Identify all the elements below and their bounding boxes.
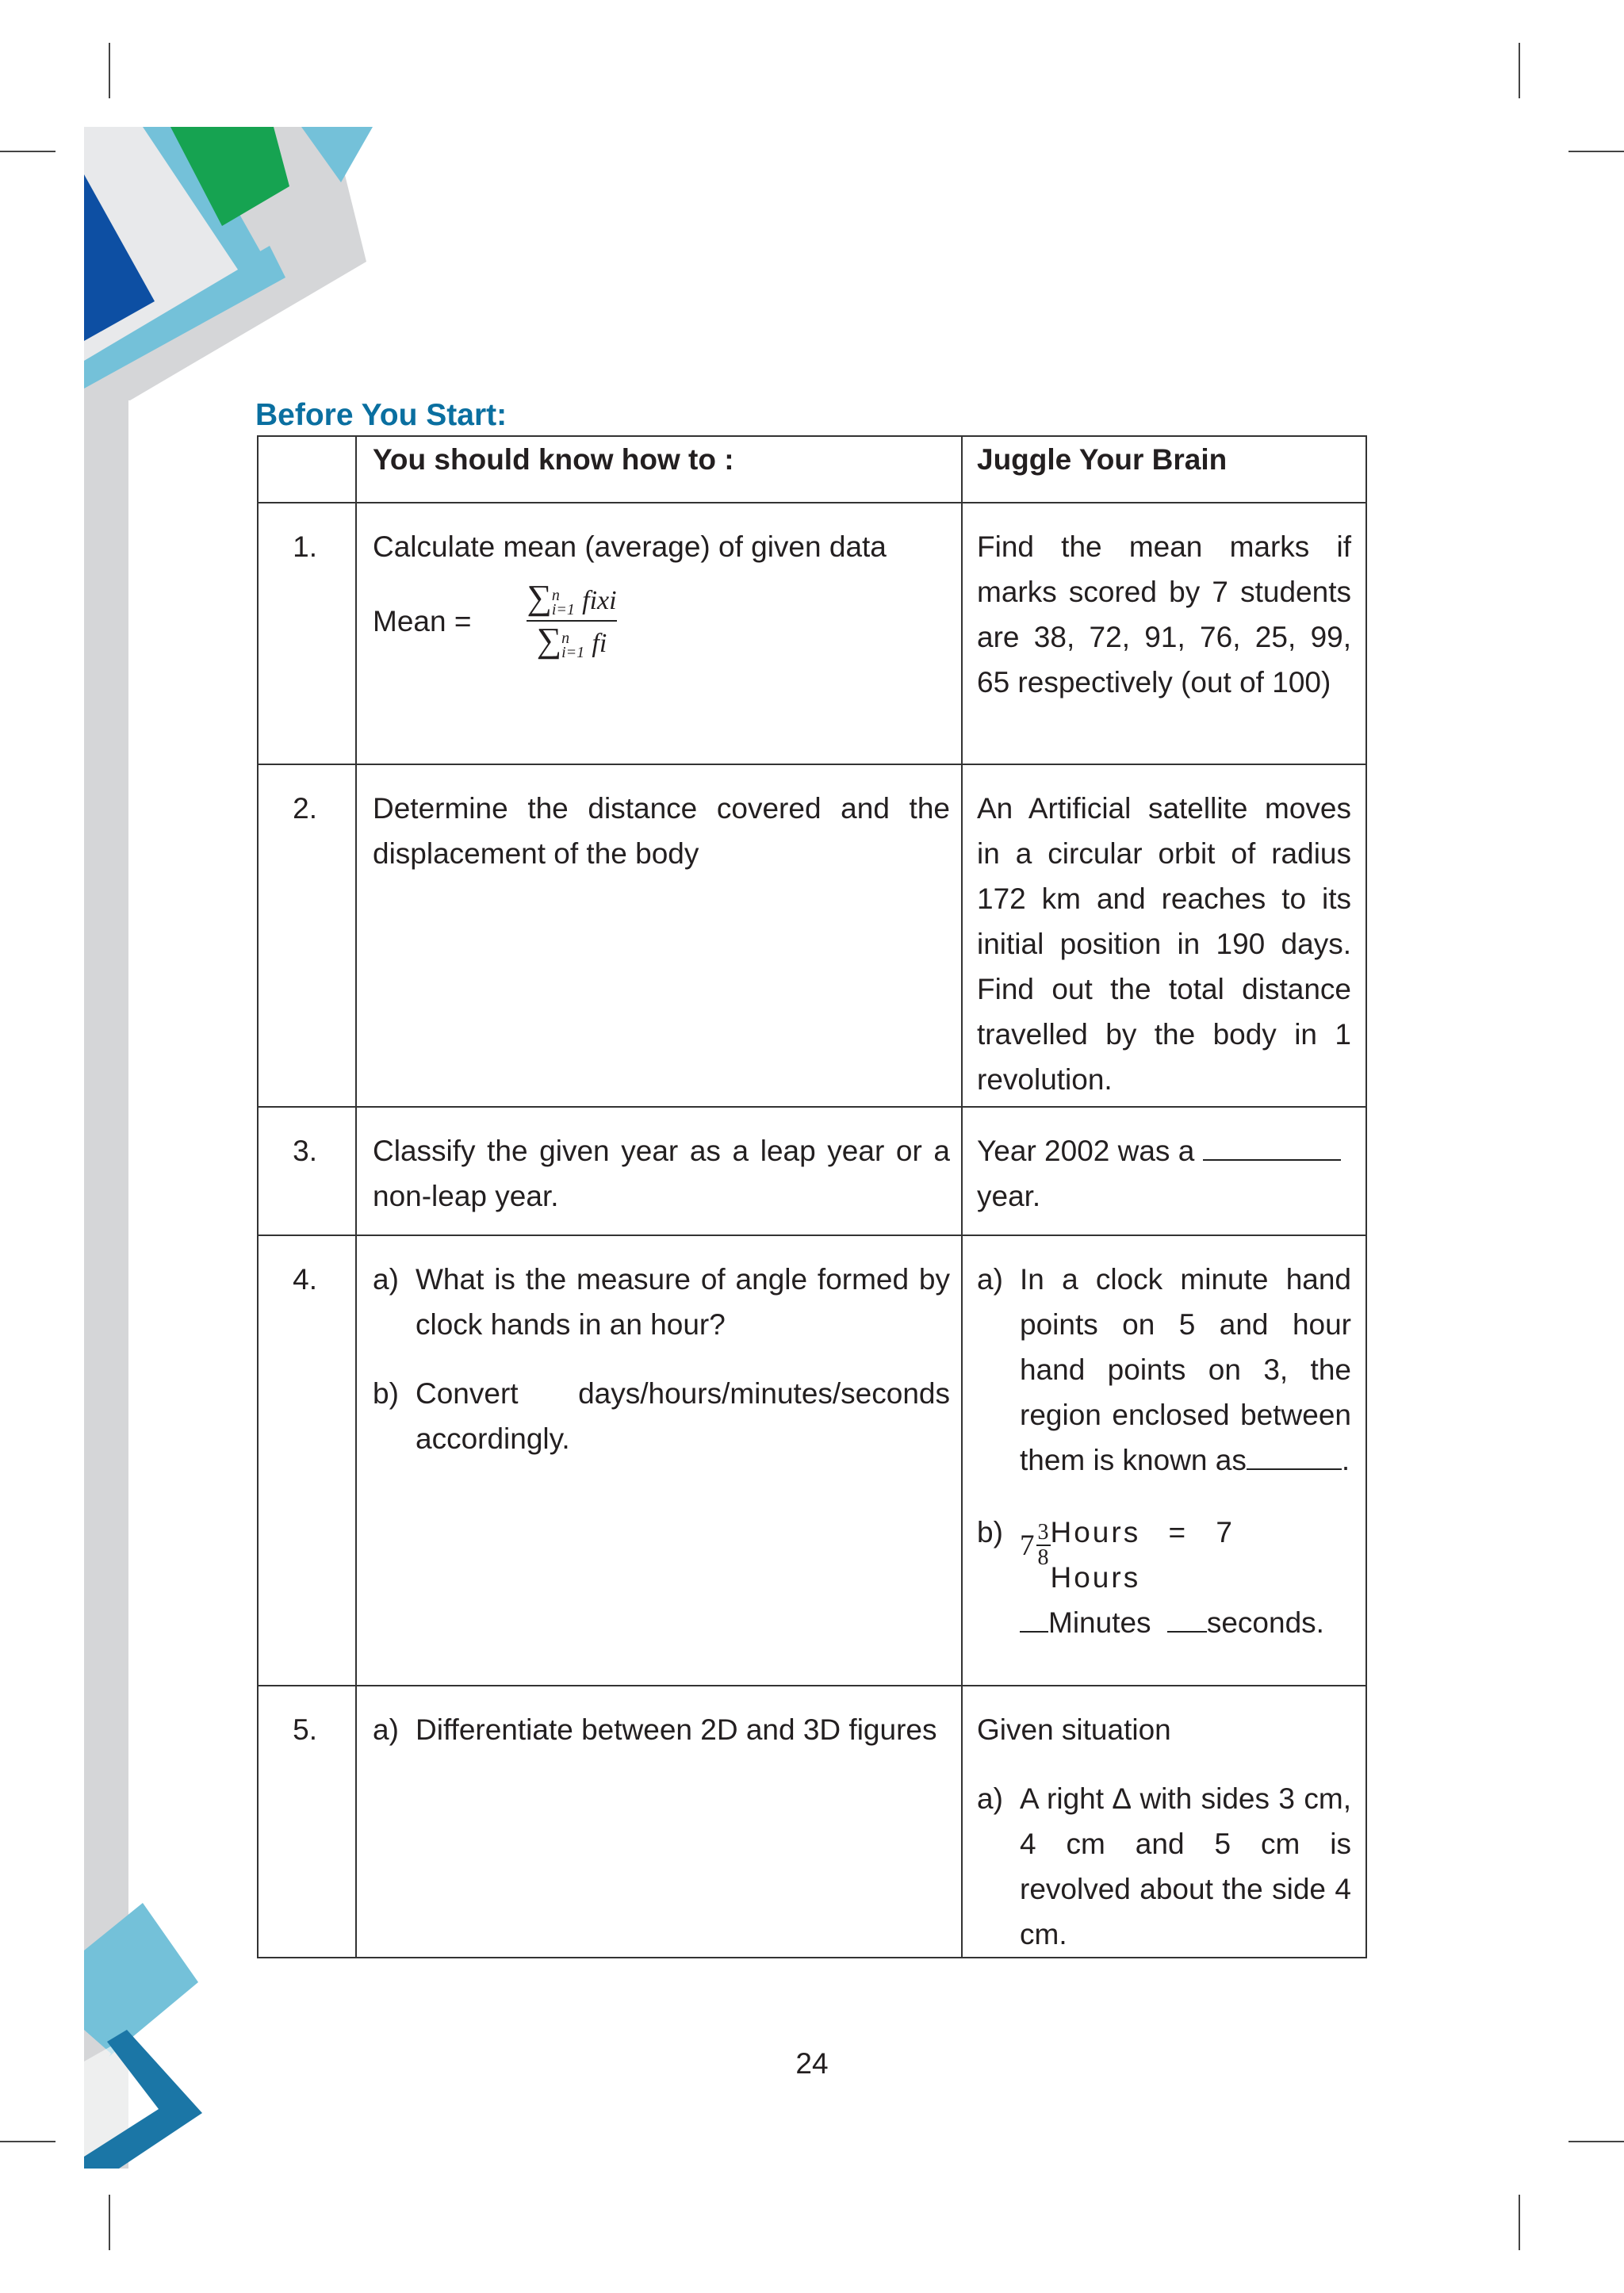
numerator [527, 580, 616, 618]
header-know-cell: You should know how to : [356, 436, 962, 503]
sub-label: b) [373, 1377, 399, 1410]
hours-text: Hours = 7 Hours [1050, 1516, 1235, 1594]
fraction [527, 580, 617, 661]
juggle-cell: Find the mean marks if marks scored by 7 students are 38, 72, 91, 76, 25, 99, 65 respectively (out of 100) [962, 503, 1366, 764]
header-juggle-cell: Juggle Your Brain [962, 436, 1366, 503]
lower-limit: i=1 [561, 643, 585, 661]
know-cell [356, 1235, 962, 1686]
minutes-text: Minutes [1048, 1606, 1151, 1639]
juggle-cell [962, 1107, 1366, 1235]
table-header-row [258, 436, 1366, 503]
sub-text [1020, 1257, 1351, 1483]
sub-label: a) [977, 1263, 1003, 1296]
sub-text-body: In a clock minute hand points on 5 and hour hand points on 3, the region enclosed between them is known as [1020, 1263, 1351, 1476]
fraction-numerator: 3 [1037, 1520, 1049, 1545]
fraction-denominator: 8 [1037, 1545, 1049, 1570]
mean-formula [373, 580, 950, 661]
know-text: Calculate mean (average) of given data [373, 530, 887, 563]
row-number: 4. [258, 1235, 356, 1686]
sub-text: Differentiate between 2D and 3D figures [416, 1713, 937, 1746]
sub-item [373, 1707, 950, 1752]
denominator-term: fi [592, 629, 607, 658]
answer-blank [1203, 1158, 1341, 1161]
sub-item [977, 1491, 1351, 1645]
sub-label: b) [977, 1516, 1003, 1548]
know-cell [356, 503, 962, 764]
sub-label: a) [977, 1782, 1003, 1815]
row-number: 3. [258, 1107, 356, 1235]
answer-blank [1167, 1630, 1207, 1633]
sub-label: a) [373, 1713, 399, 1746]
sub-item [977, 1776, 1351, 1957]
page-number: 24 [795, 2047, 829, 2080]
juggle-text: Year 2002 was a [977, 1135, 1195, 1167]
header-num-cell [258, 436, 356, 503]
juggle-text-end: year. [977, 1180, 1041, 1212]
juggle-cell [962, 1235, 1366, 1686]
table-row [258, 1107, 1366, 1235]
table-row [258, 1235, 1366, 1686]
upper-limit: n [561, 629, 570, 647]
table-row [258, 764, 1366, 1107]
sigma-symbol: ∑ [536, 621, 562, 660]
whole-number: 7 [1020, 1529, 1035, 1562]
upper-limit: n [551, 586, 560, 604]
denominator [537, 623, 607, 661]
table-row [258, 503, 1366, 764]
sub-text: A right ∆ with sides 3 cm, 4 cm and 5 cm is revolved about the side 4 cm. [1020, 1782, 1351, 1950]
row-number: 2. [258, 764, 356, 1107]
row-number: 1. [258, 503, 356, 764]
numerator-term: fixi [582, 586, 617, 615]
sub-label: a) [373, 1263, 399, 1296]
sub-text: What is the measure of angle formed by clock hands in an hour? [416, 1263, 950, 1341]
juggle-cell: An Artificial satellite moves in a circular orbit of radius 172 km and reaches to its initial position in 190 days. Find out the total distance travelled by the body in 1 revolution. [962, 764, 1366, 1107]
sub-text: Convert days/hours/minutes/seconds accordingly. [416, 1377, 950, 1455]
prerequisites-table [257, 435, 1367, 1958]
section-title: Before You Start: [255, 398, 508, 432]
sigma-symbol: ∑ [527, 578, 552, 617]
lower-limit: i=1 [551, 600, 575, 618]
know-cell [356, 1686, 962, 1958]
sub-text [1020, 1491, 1351, 1645]
know-cell: Determine the distance covered and the displacement of the body [356, 764, 962, 1107]
seconds-text: seconds. [1206, 1606, 1324, 1639]
sub-item [977, 1257, 1351, 1483]
juggle-cell [962, 1686, 1366, 1958]
mixed-fraction [1020, 1521, 1051, 1570]
bottom-left-decoration [84, 1903, 202, 2169]
answer-blank [1247, 1468, 1342, 1470]
answer-blank [1020, 1630, 1048, 1633]
row-number: 5. [258, 1686, 356, 1958]
sub-item [373, 1257, 950, 1347]
know-cell: Classify the given year as a leap year or a non-leap year. [356, 1107, 962, 1235]
sub-text-end: . [1341, 1444, 1350, 1476]
sub-item [373, 1371, 950, 1461]
table-row [258, 1686, 1366, 1958]
juggle-intro: Given situation [977, 1713, 1171, 1746]
mean-label: Mean = [373, 604, 472, 637]
